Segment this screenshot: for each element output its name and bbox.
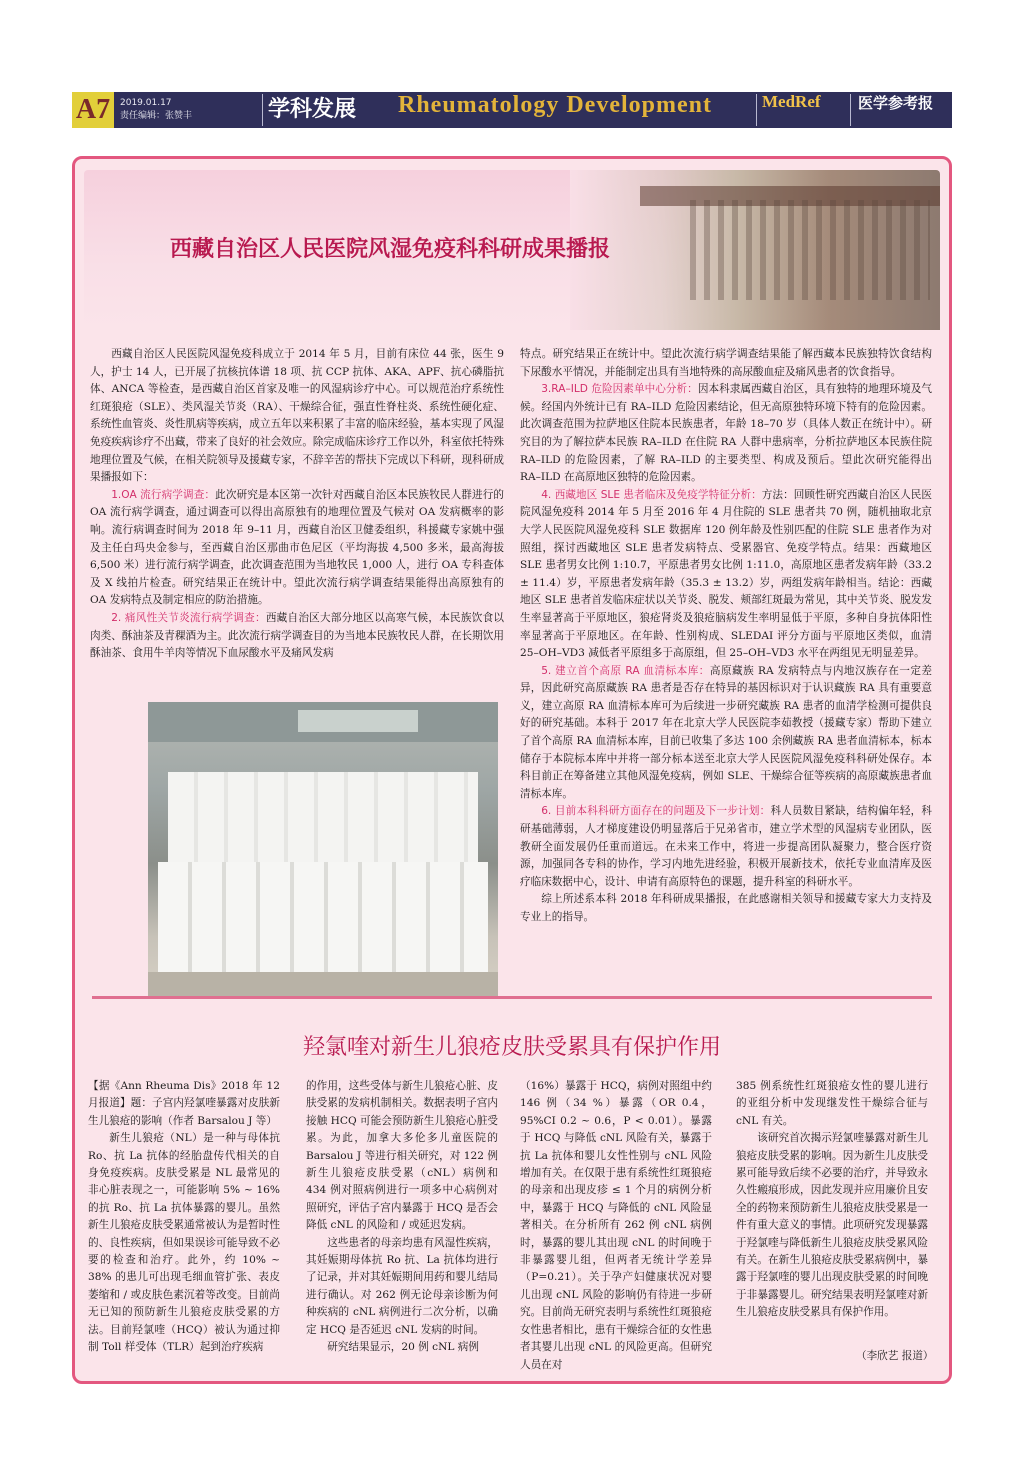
- section3: [520, 381, 932, 487]
- section2-title: 2. 痛风性关节炎流行病学调查：: [111, 611, 266, 624]
- section2-continued: 特点。研究结果正在统计中。望此次流行病学调查结果能了解西藏本民族独特饮食结构下尿酸水平情况，并能制定出具有当地特殊的高尿酸血症及痛风患者的饮食指导。: [520, 348, 932, 378]
- article1-column-left: [90, 346, 504, 663]
- header-divider: [756, 94, 757, 126]
- section5: [520, 663, 932, 804]
- article2-paragraph: 研究结果显示，20 例 cNL 病例: [327, 1341, 479, 1354]
- section6-title: 6. 目前本科科研方面存在的问题及下一步计划：: [541, 805, 771, 818]
- section2-body: 西藏自治区大部分地区以高寒气候，本民族饮食以肉类、酥油茶及青稞酒为主。此次流行病学调查目的为当地本民族牧民人群，在长期饮用酥油茶、食用牛羊肉等情况下血尿酸水平及痛风发病: [90, 611, 505, 660]
- editor: 责任编辑：张赞丰: [120, 111, 193, 121]
- article2-paragraph: 这些患者的母亲均患有风湿性疾病，其妊娠期母体抗 Ro 抗、La 抗体均进行了记录，并对其妊娠期间用药和婴儿结局进行确认。对 262 例无论母亲诊断为何种疾病的 cNL 病例进行二次分析，以确定 HCQ 是否延迟 cNL 发病的时间。: [306, 1236, 498, 1336]
- section1-title: 1.OA 流行病学调查：: [111, 488, 216, 501]
- section4-title: 4. 西藏地区 SLE 患者临床及免疫学特征分析：: [541, 488, 762, 501]
- article1-intro: 西藏自治区人民医院风湿免疫科成立于 2014 年 5 月，目前有床位 44 张，医生 9 人，护士 14 人，已开展了抗核抗体谱 18 项、抗 CCP 抗体、AKA、APF、抗心磷脂抗体、ANCA 等检查，是西藏自治区首家及唯一的风湿病诊疗中心。可以规范治疗系统性红斑狼疮（SLE）、类风湿关节炎（RA）、干燥综合征，强直性脊柱炎、系统性硬化症、系统性血管炎、炎性肌病等疾病，成立五年以来积累了丰富的临床经验，基本实现了风湿免疫疾病诊疗不出藏，带来了良好的社会效应。除完成临床诊疗工作以外，科室依托特殊地理位置及气候，在相关院领导及援藏专家，不辞辛苦的帮扶下完成以下科研，现科研成果播报如下：: [90, 348, 504, 484]
- page-number: A7: [72, 92, 114, 128]
- article1-title: 西藏自治区人民医院风湿免疫科科研成果播报: [170, 237, 611, 262]
- article1-column-right: [520, 346, 932, 927]
- section4-body: 方法：回顾性研究西藏自治区人民医院风湿免疫科 2014 年 5 月至 2016 年 4 月住院的 SLE 患者共 70 例，随机抽取北京大学人民医院风湿免疫科 SLE 数据库 120 例年龄及性别匹配的住院 SLE 患者作为对照组，探讨西藏地区 SLE 患者发病特点、受累器官、免疫学特点。结果：西藏地区 SLE 患者男女比例 1:10.7，平原患者男女比例 1:11.0，高原地区患者发病年龄（33.2 ± 11.4）岁，平原患者发病年龄（35.3 ± 13.2）岁，两组发病年龄相当。结论：西藏地区 SLE 患者首发临床症状以关节炎、脱发、颊部红斑最为常见，其中关节炎、脱发发生率显著高于平原地区，狼疮肾炎及狼疮脑病发生率明显低于平原，多种自身抗体阳性率显著高于平原地区。在年龄、性别构成、SLEDAI 评分方面与平原地区类似，血清 25–OH–VD3 减低者平原组多于高原组，但 25–OH–VD3 水平在两组见无明显差异。: [520, 488, 933, 660]
- section-title-cn: 学科发展: [268, 96, 357, 122]
- reporter-credit: （李欣艺 报道）: [856, 1350, 934, 1362]
- section1: [90, 487, 504, 610]
- header-divider: [262, 94, 263, 126]
- article1-conclusion: 综上所述系本科 2018 年科研成果播报，在此感谢相关领导和援藏专家大力支持及专业上的指导。: [520, 893, 932, 923]
- header-divider: [850, 94, 851, 126]
- section2: [90, 610, 504, 663]
- brand-name: 医学参考报: [858, 94, 934, 112]
- article2-paragraph: 的作用，这些受体与新生儿狼疮心脏、皮肤受累的发病机制相关。数据表明子宫内接触 HCQ 可能会预防新生儿狼疮心脏受累。为此，加拿大多伦多儿童医院的 Barsalou J 等进行相关研究，对 122 例新生儿狼疮皮肤受累（cNL）病例和 434 例对照病例进行一项多中心病例对照研究，评估子宫内暴露于 HCQ 是否会降低 cNL 的风险和 / 或延迟发病。: [306, 1080, 498, 1232]
- article2-title: 羟氯喹对新生儿狼疮皮肤受累具有保护作用: [302, 1035, 721, 1060]
- brand-logo: MedRef: [762, 92, 821, 111]
- section6: [520, 803, 932, 891]
- section-title-en: Rheumatology Development: [398, 92, 712, 118]
- article2-paragraph: 385 例系统性红斑狼疮女性的婴儿进行的亚组分析中发现继发性干燥综合征与 cNL 有关。: [736, 1080, 928, 1127]
- section3-body: 因本科隶属西藏自治区，具有独特的地理环境及气候。经国内外统计已有 RA–ILD 危险因素结论，但无高原独特环境下特有的危险因素。此次调查范围为拉萨地区住院本民族患者，年龄 18–70 岁（具体人数正在统计中）。研究目的为了解拉萨本民族 RA–ILD 在住院 RA 人群中患病率，分析拉萨地区本民族住院 RA–ILD 的危险因素，了解 RA–ILD 的主要类型、构成及预后。望此次研究能得出 RA–ILD 在高原地区独特的危险因素。: [520, 383, 933, 484]
- article2-paragraph: 新生儿狼疮（NL）是一种与母体抗 Ro、抗 La 抗体的经胎盘传代相关的自身免疫疾病。皮肤受累是 NL 最常见的非心脏表现之一，可能影响 5% ~ 16% 的抗 Ro、抗 La 抗体暴露的婴儿。虽然新生儿狼疮皮肤受累通常被认为是暂时性的、良性疾病，但如果误诊可能导致不必要的检查和治疗。此外，约 10% ~ 38% 的患儿可出现毛细血管扩张、表皮萎缩和 / 或皮肤色素沉着等改变。目前尚无已知的预防新生儿狼疮皮肤受累的方法。目前羟氯喹（HCQ）被认为通过抑制 Toll 样受体（TLR）起到治疗疾病: [88, 1132, 280, 1354]
- section1-body: 此次研究是本区第一次针对西藏自治区本民族牧民人群进行的 OA 流行病学调查，通过调查可以得出高原独有的地理位置及气候对 OA 发病概率的影响。流行病调查时间为 2018 年 9–11 月，西藏自治区卫健委组织，科援藏专家姚中强及主任白玛央金参与，至西藏自治区那曲市色尼区（平均海拔 4,500 多米，最高海拔 6,500 米）进行流行病学调查，此次调查范围为当地牧民 1,000 人，进行 OA 专科查体及 X 线拍片检查。研究结果正在统计中。望此次流行病学调查结果能得出高原独有的 OA 发病特点及制定相应的防治措施。: [90, 488, 505, 607]
- header-meta: [120, 97, 192, 123]
- article2-column-2: [306, 1078, 498, 1357]
- article2-column-1: [88, 1078, 280, 1357]
- article2-column-3: [520, 1078, 712, 1374]
- section6-body: 科人员数目紧缺，结构偏年轻，科研基础薄弱，人才梯度建设仍明显落后于兄弟省市，建立学术型的风湿病专业团队，医教研全面发展仍任重而道远。在未来工作中，将进一步提高团队凝聚力，整合医疗资源，加强同各专科的协作，学习内地先进经验，积极开展新技术，依托专业血清库及医疗临床数据中心，设计、申请有高原特色的课题，提升科室的科研水平。: [520, 805, 932, 888]
- section5-body: 高原藏族 RA 发病特点与内地汉族存在一定差异，因此研究高原藏族 RA 患者是否存在特异的基因标识对于认识藏族 RA 具有重要意义，建立高原 RA 血清标本库可为后续进一步研究藏族 RA 患者的血清学检测可提供良好的研究基础。本科于 2017 年在北京大学人民医院李茹教授（援藏专家）帮助下建立了首个高原 RA 血清标本库，目前已收集了多达 100 余例藏族 RA 患者血清标本，标本储存于本院标本库中并将一部分标本送至北京大学人民医院风湿免疫科科研处保存。本科目前正在筹备建立其他风湿免疫病，例如 SLE、干燥综合征等疾病的高原藏族患者血清标本库。: [520, 664, 932, 800]
- article2-column-4: [736, 1078, 928, 1322]
- section4: [520, 487, 932, 663]
- team-group-photo: [148, 702, 498, 996]
- article2-paragraph: （16%）暴露于 HCQ，病例对照组中约 146 例（34 %）暴露（OR 0.4，95%CI 0.2 ~ 0.6，P < 0.01）。暴露于 HCQ 与降低 cNL 风险有关，暴露于抗 La 抗体和婴儿女性性别与 cNL 风险增加有关。在仅限于患有系统性红斑狼疮的母亲和出现皮疹 ≤ 1 个月的病例分析中，暴露于 HCQ 与降低的 cNL 风险显著相关。在分析所有 262 例 cNL 病例时，暴露的婴儿其出现 cNL 的时间晚于非暴露婴儿组，但两者无统计学差异（P=0.21）。关于孕产妇健康状况对婴儿出现 cNL 风险的影响仍有待进一步研究。目前尚无研究表明与系统性红斑狼疮女性患者相比，患有干燥综合征的女性患者其婴儿出现 cNL 的风险更高。但研究人员在对: [520, 1080, 712, 1371]
- issue-date: 2019.01.17: [120, 98, 172, 108]
- section-divider: [92, 996, 932, 999]
- section3-title: 3.RA–ILD 危险因素单中心分析：: [541, 383, 698, 396]
- article2-source: 【据《Ann Rheuma Dis》2018 年 12 月报道】题：子宫内羟氯喹暴露对皮肤新生儿狼疮的影响（作者 Barsalou J 等）: [88, 1080, 280, 1127]
- article2-paragraph: 该研究首次揭示羟氯喹暴露对新生儿狼疮皮肤受累的影响。因为新生儿皮肤受累可能导致后续不必要的治疗，并导致永久性瘢痕形成，因此发现并应用廉价且安全的药物来预防新生儿狼疮皮肤受累是一件有重大意义的事情。此项研究发现暴露于羟氯喹与降低新生儿狼疮皮肤受累风险有关。在新生儿狼疮皮肤受累病例中，暴露于羟氯喹的婴儿出现皮肤受累的时间晚于非暴露婴儿。研究结果表明羟氯喹对新生儿狼疮皮肤受累具有保护作用。: [736, 1132, 928, 1319]
- section5-title: 5. 建立首个高原 RA 血清标本库：: [541, 664, 710, 677]
